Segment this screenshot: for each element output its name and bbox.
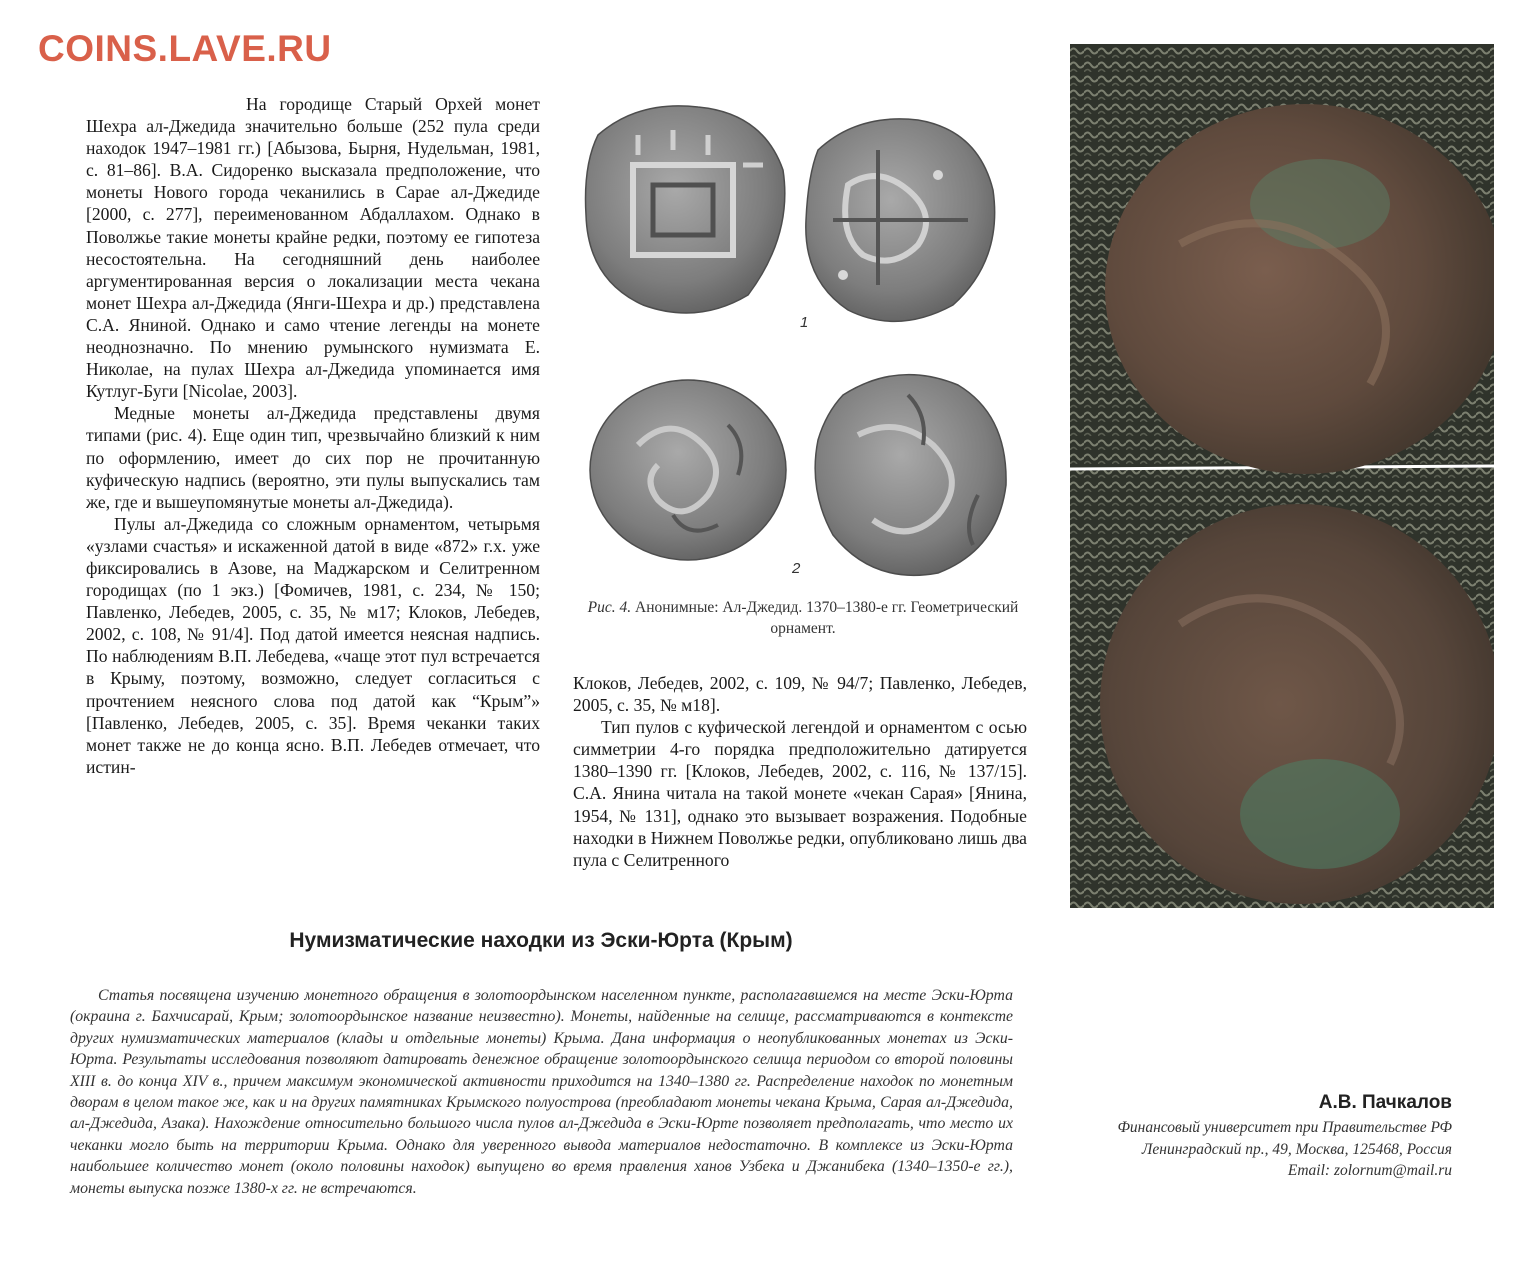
coin-photo-bottom	[1100, 504, 1494, 904]
coin-photo-drawing	[1070, 44, 1494, 908]
coin-2-reverse	[815, 375, 1006, 576]
figure-label-2: 2	[792, 560, 801, 577]
paragraph: Пулы ал-Джедида со сложным орнаментом, четырьмя «узлами счастья» и искаженной датой в виде «872» г.х. уже фиксировались в Азове, на Маджарском и Селитренном городищах (по 1 экз.) [Фомичев, 1981, с. 234, № 150; Павленко, Лебедев, 2005, с. 35, № м17; Клоков, Лебедев, 2002, с. 108, № 91/4]. Под датой имеется неясная надпись. По наблюдениям В.П. Лебедева, «чаще этот пул встречается в Крыму, поэтому, возможно, следует согласиться с прочтением неясного слова под датой как “Крым”» [Павленко, Лебедев, 2005, с. 35]. Время чеканки таких монет также не до конца ясно. В.П. Лебедев отмечает, что истин-	[86, 513, 540, 777]
email: Email: zolornum@mail.ru	[1287, 1162, 1452, 1179]
figure-coin-plate	[578, 95, 1028, 585]
figure-label-1: 1	[800, 314, 809, 331]
coin-1-obverse	[586, 106, 785, 313]
abstract: Статья посвящена изучению монетного обращения в золотоордынском населенном пункте, располагавшемся на месте Эски-Юрта (окраина г. Бахчисарай, Крым; золотоордынское название неизвестно). Монеты, найденные на селище, рассматриваются в контексте других нумизматических материалов (клады и отдельные монеты) Крыма. Дана информация о неопубликованных монетах из Эски-Юрта. Результаты исследования позволяют датировать денежное обращение золотоордынского селища периодом со второй половины XIII в. до конца XIV в., причем максимум экономической активности приходится на 1340–1380 гг. Распределение находок по монетным дворам в целом такое же, как и на других памятниках Крымского полуострова (преобладают монеты чекана Крыма, Сарая ал-Джедида, ал-Джедида, Азака). Нахождение относительно большого числа пулов ал-Джедида в Эски-Юрте позволяет предполагать, что место их чеканки могло быть на территории Крыма. Однако для уверенного вывода материалов недостаточно. В комплексе из Эски-Юрта наибольшее количество монет (около половины находок) выпущено во время правления ханов Узбека и Джанибека (1340–1350-е гг.), монеты выпуска позже 1380-х гг. не встречаются.	[70, 987, 1013, 1197]
coin-photo	[1070, 44, 1494, 908]
figure-caption-text: Анонимные: Ал-Джедид. 1370–1380-е гг. Геометрический орнамент.	[631, 599, 1019, 637]
left-text-column	[86, 93, 540, 778]
author-affiliation-block	[1117, 1117, 1452, 1182]
coin-plate-drawing	[578, 95, 1028, 585]
affiliation: Финансовый университет при Правительстве РФ	[1117, 1119, 1452, 1136]
address: Ленинградский пр., 49, Москва, 125468, Россия	[1141, 1140, 1452, 1158]
paragraph: Клоков, Лебедев, 2002, с. 109, № 94/7; Павленко, Лебедев, 2005, с. 35, № м18].	[573, 673, 1027, 716]
right-text-column	[573, 672, 1027, 871]
figure-caption-prefix: Рис. 4.	[587, 599, 632, 616]
paragraph: Тип пулов с куфической легендой и орнаментом с осью симметрии 4-го порядка предположительно датируется 1380–1390 гг. [Клоков, Лебедев, 2002, с. 116, № 137/15]. С.А. Янина читала на такой монете «чекан Сарая» [Янина, 1954, № 131], однако это вызывает возражения. Подобные находки в Нижнем Поволжье редки, опубликовано лишь два пула с Селитренного	[573, 717, 1027, 870]
site-watermark: COINS.LAVE.RU	[38, 28, 332, 69]
coin-1-reverse	[806, 119, 995, 321]
paragraph: На городище Старый Орхей монет Шехра ал-Джедида значительно больше (252 пула среди находок 1947–1981 гг.) [Абызова, Бырня, Нудельман, 1981, с. 81–86]. В.А. Сидоренко высказала предположение, что монеты Нового города чеканились в Сарае ал-Джедиде [2000, с. 277], переименованном Абдаллахом. Однако в Поволжье такие монеты крайне редки, поэтому ее гипотеза несостоятельна. На сегодняшний день наиболее аргументированная версия о локализации места чекана монет Шехра ал-Джедида (Янги-Шехра и др.) представлена С.А. Яниной. Однако и само чтение легенды на монете неоднозначно. По мнению румынского нумизмата Е. Николае, на пулах Шехра ал-Джедида упоминается имя Кутлуг-Буги [Nicolae, 2003].	[86, 94, 540, 402]
figure-caption	[580, 597, 1026, 639]
author-name: А.В. Пачкалов	[1318, 1092, 1452, 1113]
article-title: Нумизматические находки из Эски-Юрта (Крым)	[289, 929, 793, 952]
coin-photo-top	[1105, 104, 1494, 474]
paragraph: Медные монеты ал-Джедида представлены двумя типами (рис. 4). Еще один тип, чрезвычайно близкий к ним по оформлению, имеет до сих пор не прочитанную куфическую надпись (вероятно, эти пулы выпускались там же, где и вышеупомянутые монеты ал-Джедида).	[86, 403, 540, 512]
coin-2-obverse	[590, 380, 786, 560]
